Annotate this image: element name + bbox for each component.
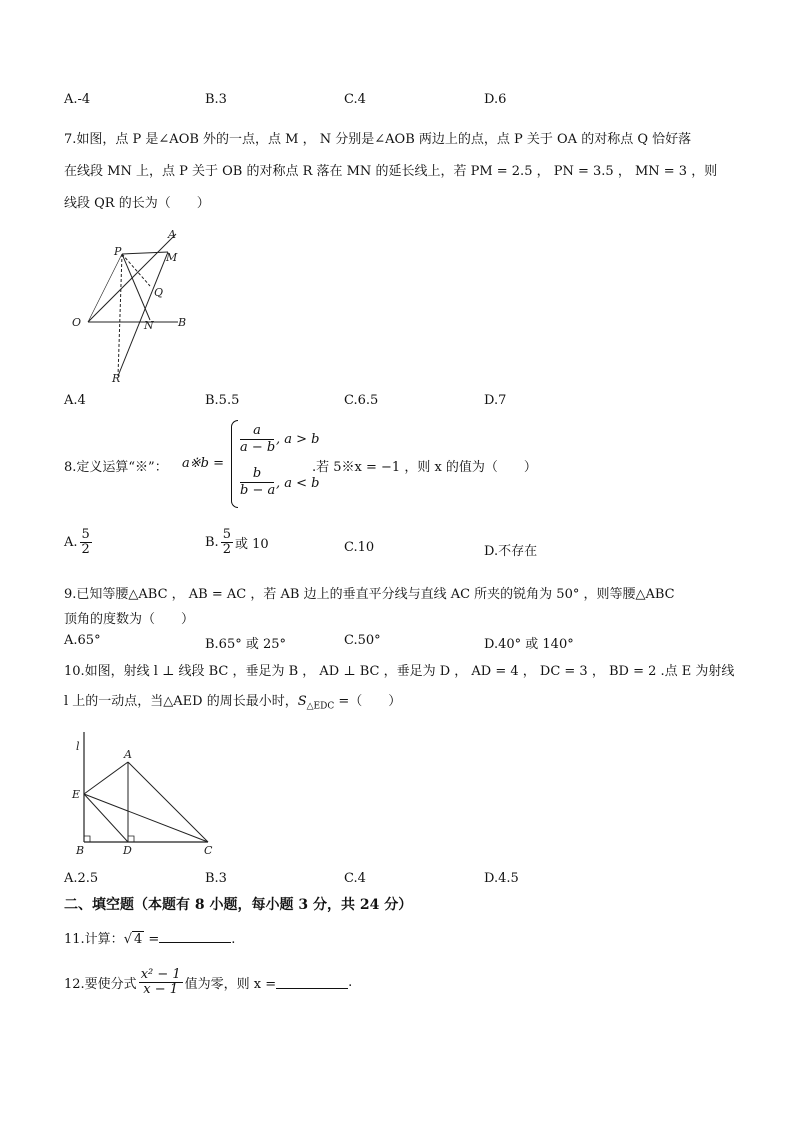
label-q: Q xyxy=(154,286,164,299)
q8-brace xyxy=(231,420,238,508)
q6-option-c: C.4 xyxy=(344,92,366,107)
label-r: R xyxy=(112,372,121,385)
q8-option-b-denominator: 2 xyxy=(222,542,231,557)
q7-option-c: C.6.5 xyxy=(344,393,379,408)
label-a: A xyxy=(124,748,132,761)
segment-pm xyxy=(122,252,168,254)
q9-option-c: C.50° xyxy=(344,633,381,648)
q8-option-b xyxy=(205,528,269,557)
q9-option-b: B.65° 或 25° xyxy=(205,637,287,652)
q7-option-b: B.5.5 xyxy=(205,393,240,408)
q7-figure xyxy=(66,228,206,386)
segment-op xyxy=(88,254,122,322)
q10-option-a: A.2.5 xyxy=(64,871,99,886)
label-p: P xyxy=(114,245,122,258)
q11-prefix: 11.计算： xyxy=(64,932,124,947)
q12-fraction xyxy=(139,968,183,997)
q8-option-b-prefix: B. xyxy=(205,535,219,550)
label-a: A xyxy=(168,228,176,241)
q12-end: . xyxy=(348,975,353,990)
q8-option-a xyxy=(64,528,94,557)
segment-ec xyxy=(84,794,208,842)
label-d: D xyxy=(123,844,132,857)
segment-ac xyxy=(128,762,208,842)
q12-prefix: 12.要使分式 xyxy=(64,977,137,992)
q10-line1: 10.如图，射线 l ⊥ 线段 BC ，垂足为 B ， AD ⊥ BC ，垂足为 D ， AD = 4 ， DC = 3 ， BD = 2 .点 E 为射线 xyxy=(64,664,735,679)
line-mr xyxy=(118,252,168,376)
q8-option-a-prefix: A. xyxy=(64,535,78,550)
q8-case2-fraction xyxy=(240,466,274,499)
q12 xyxy=(64,968,352,997)
q9-option-d: D.40° 或 140° xyxy=(484,637,574,652)
q7-option-a: A.4 xyxy=(64,393,86,408)
label-c: C xyxy=(204,844,213,857)
q10-option-c: C.4 xyxy=(344,871,366,886)
q8-option-d: D.不存在 xyxy=(484,544,538,559)
q8-option-b-suffix: 或 10 xyxy=(234,537,269,552)
q9-line1: 9.已知等腰△ABC ， AB = AC ，若 AB 边上的垂直平分线与直线 AC 所夹的锐角为 50° ，则等腰△ABC xyxy=(64,587,675,602)
label-n: N xyxy=(144,319,154,332)
q6-option-a: A.-4 xyxy=(64,92,91,107)
q8-option-b-numerator: 5 xyxy=(222,527,231,542)
right-angle-b xyxy=(84,836,90,842)
q12-answer-blank[interactable] xyxy=(276,976,348,989)
q10-area-symbol: S xyxy=(297,694,307,709)
segment-pq xyxy=(122,254,150,286)
q8-case1-condition: , a > b xyxy=(276,432,320,447)
segment-ed xyxy=(84,794,128,842)
q10-line2-a: l 上的一动点，当△AED 的周长最小时， xyxy=(64,694,298,709)
label-l: l xyxy=(76,740,80,753)
q12-mid: 值为零，则 x = xyxy=(184,977,277,992)
sqrt-symbol: √ xyxy=(123,932,132,947)
q10-area-subscript: △EDC xyxy=(306,701,335,712)
q10-line2 xyxy=(64,690,401,712)
q8-option-a-fraction xyxy=(80,528,92,557)
q6-option-b: B.3 xyxy=(205,92,227,107)
q11-answer-blank[interactable] xyxy=(159,930,231,943)
q8-prefix: 8.定义运算“※”： xyxy=(64,460,168,475)
q8-option-a-numerator: 5 xyxy=(81,527,90,542)
q7-option-d: D.7 xyxy=(484,393,507,408)
label-e: E xyxy=(72,788,81,801)
label-m: M xyxy=(166,251,178,264)
q10-option-b: B.3 xyxy=(205,871,227,886)
q11-radicand: 4 xyxy=(133,932,143,947)
q12-numerator: x² − 1 xyxy=(140,967,181,982)
q8-option-c: C.10 xyxy=(344,540,375,555)
section-heading: 二、填空题（本题有 8 小题，每小题 3 分，共 24 分） xyxy=(64,897,413,913)
label-b: B xyxy=(76,844,85,857)
q7-line1: 7.如图，点 P 是∠AOB 外的一点，点 M ， N 分别是∠AOB 两边上的点，点 P 关于 OA 的对称点 Q 恰好落 xyxy=(64,132,692,147)
q8-case1-fraction xyxy=(240,423,274,456)
q11 xyxy=(64,928,235,947)
q10-line2-b: =（ ） xyxy=(334,694,402,709)
q10-figure xyxy=(66,728,226,860)
q8-option-a-denominator: 2 xyxy=(81,542,90,557)
q10-option-d: D.4.5 xyxy=(484,871,519,886)
q8-case2-denominator: b − a xyxy=(240,483,276,498)
right-angle-d xyxy=(128,836,134,842)
q8-lhs: a※b = xyxy=(182,456,224,471)
segment-ea xyxy=(84,762,128,794)
q11-equals: = xyxy=(144,932,160,947)
q8-case1-denominator: a − b xyxy=(240,440,276,455)
q8-case1-numerator: a xyxy=(240,423,274,440)
q8-option-b-fraction xyxy=(221,528,233,557)
q11-end: . xyxy=(231,932,236,947)
label-o: O xyxy=(72,316,82,329)
label-b: B xyxy=(178,316,187,329)
segment-pr xyxy=(118,254,122,376)
q7-line3: 线段 QR 的长为（ ） xyxy=(64,196,210,211)
q7-line2: 在线段 MN 上，点 P 关于 OB 的对称点 R 落在 MN 的延长线上，若 PM = 2.5 ， PN = 3.5 ， MN = 3 ，则 xyxy=(64,164,718,179)
q12-denominator: x − 1 xyxy=(143,982,179,997)
q8-case2-numerator: b xyxy=(240,466,274,483)
q9-line2: 顶角的度数为（ ） xyxy=(64,612,195,627)
q8-suffix: .若 5※x = −1 ，则 x 的值为（ ） xyxy=(312,460,537,475)
q6-option-d: D.6 xyxy=(484,92,507,107)
q8-case2-condition: , a < b xyxy=(276,476,320,491)
q9-option-a: A.65° xyxy=(64,633,101,648)
